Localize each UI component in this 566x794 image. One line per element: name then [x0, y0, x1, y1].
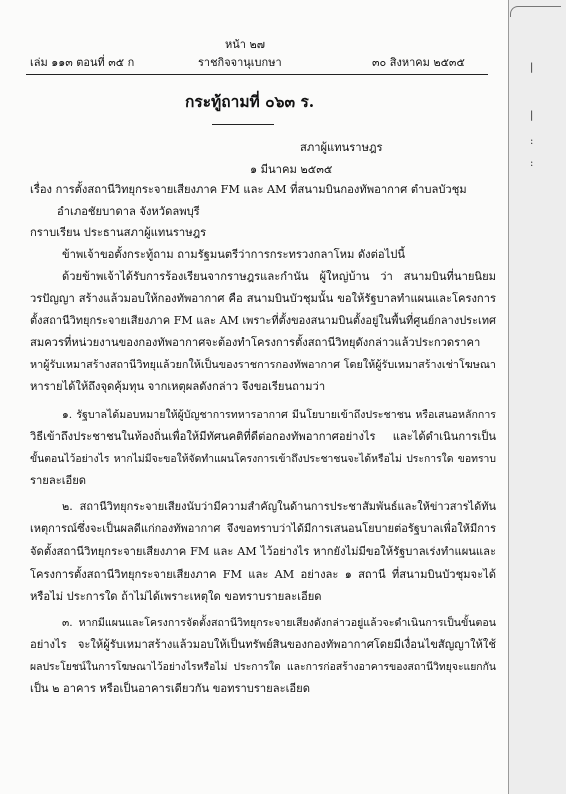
header-rule [26, 74, 488, 75]
question-1-line: ขั้นตอนไว้อย่างไร หากไม่มีจะขอให้จัดทำแผนโครงการเข้าถึงประชาชนจะได้หรือไม่ ประการใด ขอทราบ [30, 453, 496, 465]
question-1-line: รายละเอียด [30, 474, 87, 487]
subject-line-1: เรื่อง การตั้งสถานีวิทยุกระจายเสียงภาค FM และ AM ที่สนามบินกองทัพอากาศ ตำบลบัวชุม [30, 183, 467, 196]
subject-line-2: อำเภอชัยบาดาล จังหวัดลพบุรี [57, 205, 200, 218]
volume-issue: เล่ม ๑๑๓ ตอนที่ ๓๕ ก [30, 56, 135, 69]
sent-date: ๑ มีนาคม ๒๕๓๕ [250, 163, 333, 176]
adjacent-page-edge [509, 0, 566, 794]
body-line: ด้วยข้าพเจ้าได้รับการร้องเรียนจากราษฎรและกำนัน ผู้ใหญ่บ้าน ว่า สนามบินที่นายนิยม [62, 270, 496, 283]
question-2-line: จัดตั้งสถานีวิทยุกระจายเสียงภาค FM และ AM ไว้อย่างไร หากยังไม่มีขอให้รัฐบาลเร่งทำแผนและ [30, 545, 496, 558]
question-2-line: หรือไม่ ประการใด ถ้าไม่ได้เพราะเหตุใด ขอทราบรายละเอียด [30, 590, 322, 603]
document-title: กระทู้ถามที่ ๐๖๓ ร. [185, 92, 315, 111]
adjacent-page-mark: | [530, 62, 534, 73]
salutation: กราบเรียน ประธานสภาผู้แทนราษฎร [30, 226, 207, 239]
question-3-line: ๓. หากมีแผนและโครงการจัดตั้งสถานีวิทยุกระจายเสียงดังกล่าวอยู่แล้วจะดำเนินการเป็นขั้นตอน [62, 617, 496, 629]
body-line: วรปัญญา สร้างแล้วมอบให้กองทัพอากาศ คือ สนามบินบัวชุมนั้น ขอให้รัฐบาลทำแผนและโครงการ [30, 292, 496, 305]
publication-name: ราชกิจจานุเบกษา [198, 56, 282, 69]
sender: สภาผู้แทนราษฎร [300, 141, 383, 154]
question-3-line: อย่างไร จะให้ผู้รับเหมาสร้างแล้วมอบให้เป็นทรัพย์สินของกองทัพอากาศโดยมีเงื่อนไขสัญญาให้ใช้ [30, 638, 496, 651]
page-number: หน้า ๒๗ [225, 38, 265, 51]
body-line: หารายได้ให้ถึงจุดคุ้มทุน จากเหตุผลดังกล่าว จึงขอเรียนถามว่า [30, 380, 326, 393]
body-line: สมควรที่หน่วยงานของกองทัพอากาศจะต้องทำโครงการตั้งสถานีวิทยุดังกล่าวแล้วประกวดราคา [30, 336, 481, 349]
question-2-line: โครงการตั้งสถานีวิทยุกระจายเสียงภาค FM และ AM อย่างละ ๑ สถานี ที่สนามบินบัวชุมจะได้ [30, 568, 496, 581]
question-1-line: วิธีเข้าถึงประชาชนในท้องถิ่นเพื่อให้มีทัศนคติที่ดีต่อกองทัพอากาศอย่างไร และได้ดำเนินการเป็น [30, 430, 496, 443]
question-1-line: ๑. รัฐบาลได้มอบหมายให้ผู้บัญชาการทหารอากาศ มีนโยบายเข้าถึงประชาชน หรือเสนอหลักการ [62, 409, 496, 421]
body-line: ตั้งสถานีวิทยุกระจายเสียงภาค FM และ AM เพราะที่ตั้งของสนามบินตั้งอยู่ในพื้นที่ศูนย์กลางประเทศ [30, 314, 496, 327]
adjacent-page-mark: : [530, 158, 534, 169]
page-fold-edge [510, 6, 561, 17]
question-2-line: ๒. สถานีวิทยุกระจายเสียงนับว่ามีความสำคัญในด้านการประชาสัมพันธ์และให้ข่าวสารได้ทัน [62, 500, 496, 513]
question-3-line: ผลประโยชน์ในการโฆษณาไว้อย่างไรหรือไม่ ประการใด และการก่อสร้างอาคารของสถานีวิทยุจะแยกกัน [30, 661, 496, 673]
question-2-line: เหตุการณ์ซึ่งจะเป็นผลดีแก่กองทัพอากาศ จึงขอทราบว่าได้มีการเสนอนโยบายต่อรัฐบาลเพื่อให้มีการ [30, 522, 496, 535]
adjacent-page-mark: : [530, 136, 534, 147]
body-line: หาผู้รับเหมาสร้างสถานีวิทยุแล้วยกให้เป็นของราชการกองทัพอากาศ โดยให้ผู้รับเหมาสร้างเช่าโฆษณา [30, 358, 496, 371]
intro-line: ข้าพเจ้าขอตั้งกระทู้ถาม ถามรัฐมนตรีว่าการกระทรวงกลาโหม ดังต่อไปนี้ [62, 248, 405, 261]
publication-date: ๓๐ สิงหาคม ๒๕๓๕ [372, 56, 465, 69]
title-underline [212, 124, 274, 125]
adjacent-page-mark: | [530, 110, 534, 121]
question-3-line: เป็น ๒ อาคาร หรือเป็นอาคารเดียวกัน ขอทราบรายละเอียด [30, 682, 310, 695]
